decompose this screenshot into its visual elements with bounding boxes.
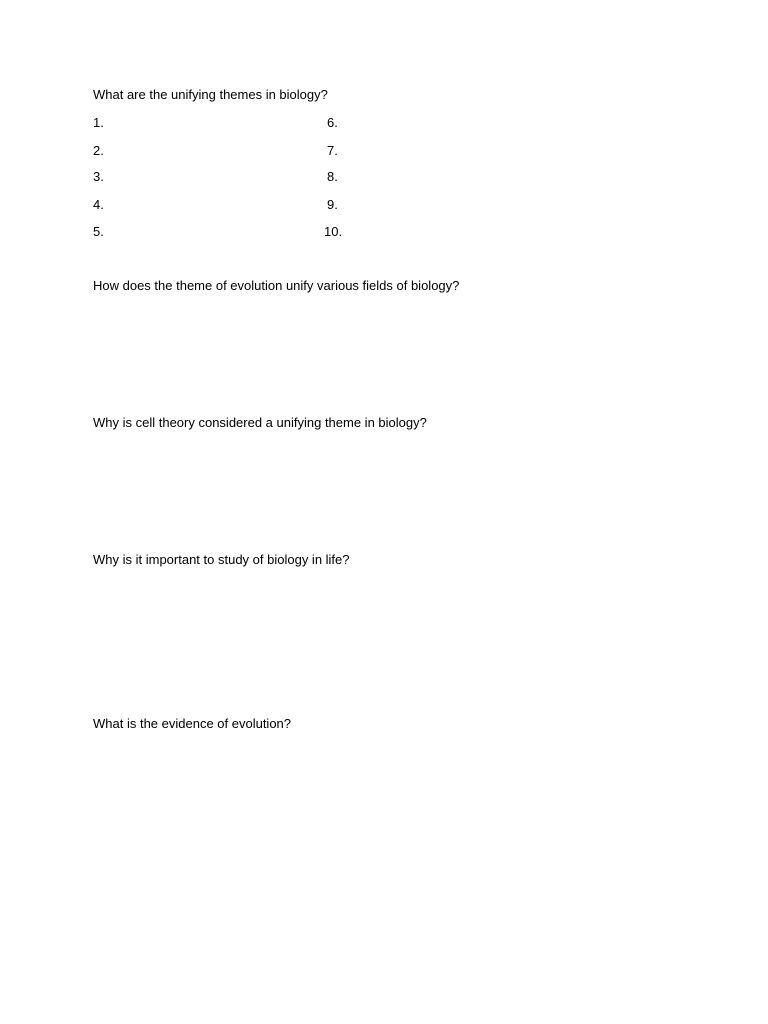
- question-evolution-unify: How does the theme of evolution unify various fields of biology?: [93, 278, 460, 293]
- question-unifying-themes: What are the unifying themes in biology?: [93, 87, 328, 102]
- list-number: 6.: [327, 115, 338, 130]
- list-number: 9.: [327, 197, 338, 212]
- list-number: 3.: [93, 169, 104, 184]
- list-number: 10.: [324, 224, 343, 239]
- list-number: 7.: [327, 143, 338, 158]
- question-evidence-evolution: What is the evidence of evolution?: [93, 716, 292, 731]
- list-number: 1.: [93, 115, 104, 130]
- list-number: 5.: [93, 224, 104, 239]
- list-number: 4.: [93, 197, 104, 212]
- list-number: 8.: [327, 169, 338, 184]
- question-cell-theory: Why is cell theory considered a unifying theme in biology?: [93, 415, 427, 430]
- question-importance-biology: Why is it important to study of biology in life?: [93, 552, 350, 567]
- list-number: 2.: [93, 143, 104, 158]
